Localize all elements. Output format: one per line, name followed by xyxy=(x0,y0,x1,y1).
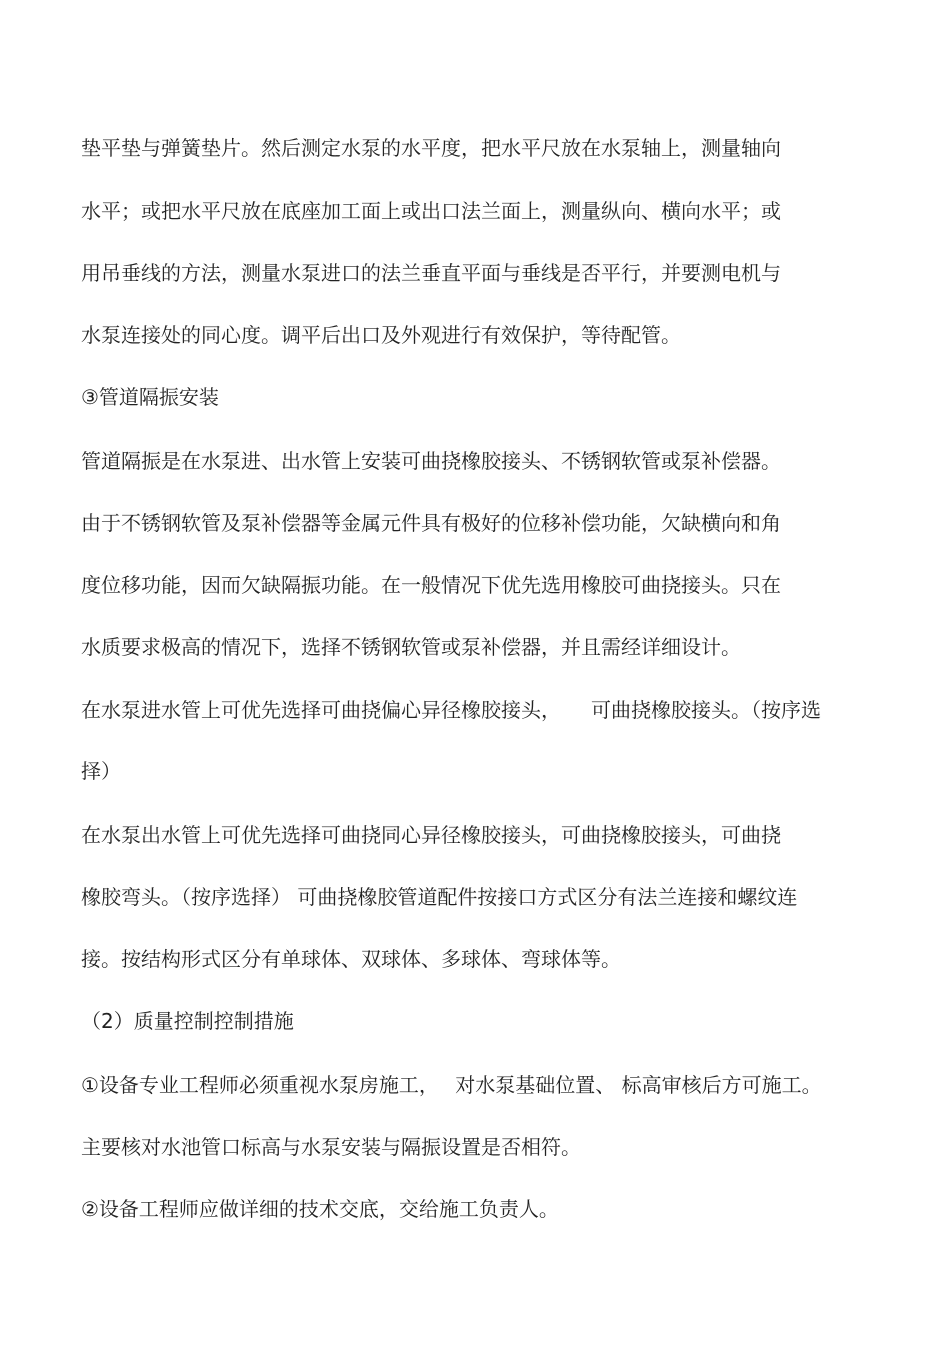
text-line: 在水泵出水管上可优先选择可曲挠同心异径橡胶接头，可曲挠橡胶接头，可曲挠 xyxy=(81,823,781,847)
text-line: ②设备工程师应做详细的技术交底，交给施工负责人。 xyxy=(81,1197,559,1221)
text-line: 接。按结构形式区分有单球体、双球体、多球体、弯球体等。 xyxy=(81,947,621,971)
text-line: 橡胶弯头。（按序选择） 可曲挠橡胶管道配件按接口方式区分有法兰连接和螺纹连 xyxy=(81,885,798,909)
text-line: 水质要求极高的情况下，选择不锈钢软管或泵补偿器，并且需经详细设计。 xyxy=(81,635,741,659)
text-line: 主要核对水池管口标高与水泵安装与隔振设置是否相符。 xyxy=(81,1135,581,1159)
text-line: 管道隔振是在水泵进、出水管上安装可曲挠橡胶接头、不锈钢软管或泵补偿器。 xyxy=(81,449,781,473)
text-line: ①设备专业工程师必须重视水泵房施工， 对水泵基础位置、 标高审核后方可施工。 xyxy=(81,1073,822,1097)
text-line: 用吊垂线的方法，测量水泵进口的法兰垂直平面与垂线是否平行，并要测电机与 xyxy=(81,261,781,285)
text-line: 垫平垫与弹簧垫片。然后测定水泵的水平度，把水平尺放在水泵轴上，测量轴向 xyxy=(81,136,781,160)
text-line: 水泵连接处的同心度。调平后出口及外观进行有效保护，等待配管。 xyxy=(81,323,681,347)
text-line: 度位移功能，因而欠缺隔振功能。在一般情况下优先选用橡胶可曲挠接头。只在 xyxy=(81,573,781,597)
text-line: 择） xyxy=(81,759,121,783)
section-heading: （2）质量控制控制措施 xyxy=(81,1009,294,1033)
text-line: 在水泵进水管上可优先选择可曲挠偏心异径橡胶接头， 可曲挠橡胶接头。（按序选 xyxy=(81,698,821,722)
section-heading: ③管道隔振安装 xyxy=(81,385,219,409)
text-line: 水平；或把水平尺放在底座加工面上或出口法兰面上，测量纵向、横向水平；或 xyxy=(81,199,781,223)
text-line: 由于不锈钢软管及泵补偿器等金属元件具有极好的位移补偿功能，欠缺横向和角 xyxy=(81,511,781,535)
